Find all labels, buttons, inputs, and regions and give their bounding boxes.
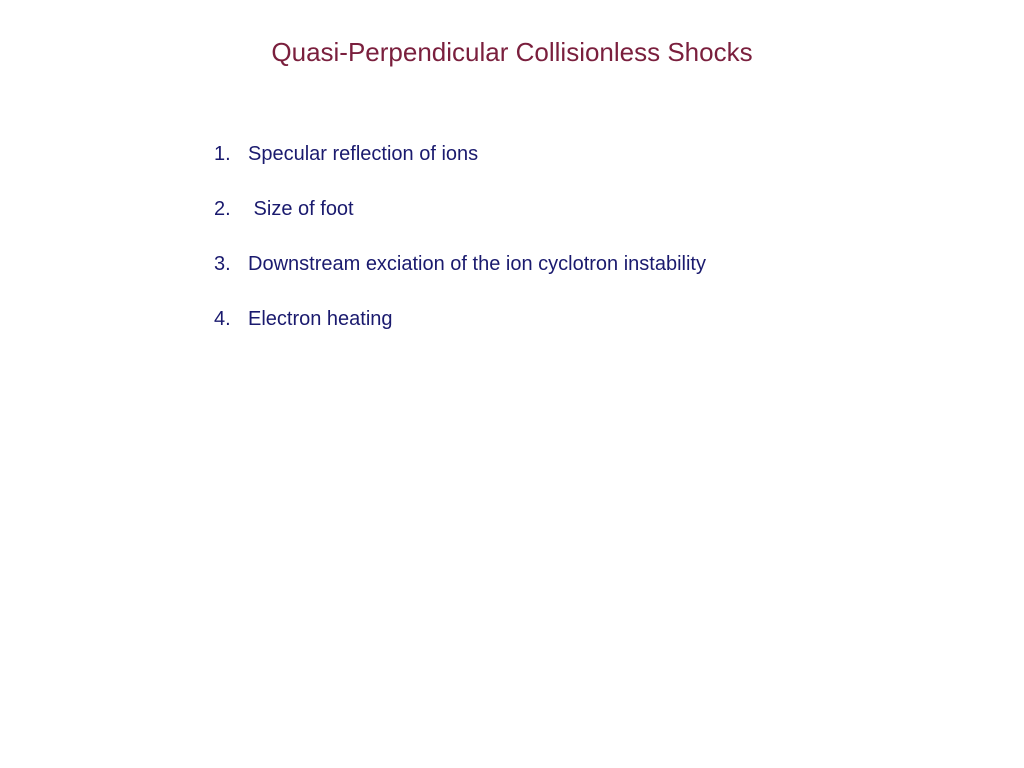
slide-title: Quasi-Perpendicular Collisionless Shocks	[271, 37, 753, 67]
list-item-number: 1.	[214, 143, 231, 165]
list-item-number: 2.	[214, 198, 231, 220]
list-item-number: 4.	[214, 308, 231, 330]
list-item-text: Downstream exciation of the ion cyclotron instability	[248, 253, 706, 275]
list-item	[214, 196, 706, 251]
list-item-text: Electron heating	[248, 308, 393, 330]
list-item	[214, 251, 706, 306]
list-item-text: Specular reflection of ions	[248, 143, 479, 165]
list-item	[214, 141, 706, 196]
list-item-number: 3.	[214, 253, 231, 275]
list-item-text: Size of foot	[248, 198, 354, 220]
list-item	[214, 306, 706, 361]
topic-list	[214, 141, 706, 361]
